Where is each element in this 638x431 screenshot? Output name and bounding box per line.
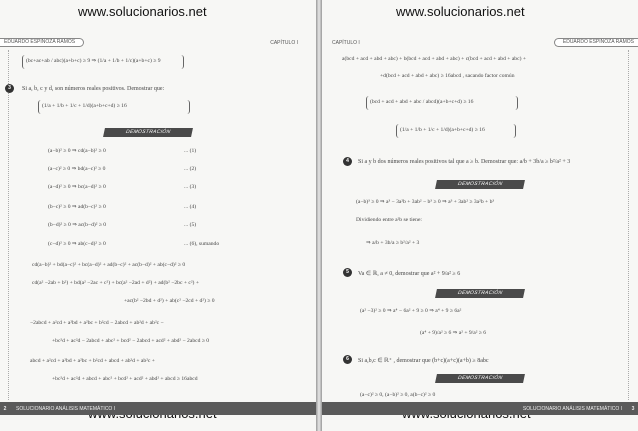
proof-line: ⇒ a/b + 3b/a ≥ b²/a² + 3: [366, 240, 420, 246]
demonstration-banner: DEMOSTRACIÓN: [103, 128, 193, 137]
proof-step-tag: ... (4): [184, 204, 197, 210]
proof-line: (a² −3)² ≥ 0 ⇒ a⁴ − 6a² + 9 ≥ 0 ⇒ a⁴ + 9 ≥ 6a²: [360, 308, 462, 314]
header-author: EDUARDO ESPINOZA RAMOS: [0, 38, 84, 47]
sum-line: −2abcd + a²cd + a²bd + a²bc + b²cd − 2abcd + ab²d + ab²c −: [30, 320, 164, 326]
sum-line: cd(a² −2ab + b²) + bd(a² −2ac + c²) + bc(a² −2ad + d²) + ad(b² −2bc + c²) +: [32, 280, 199, 286]
formula-line: (bc+ac+ab / abc)(a+b+c) ≥ 9 ⇒ (1/a + 1/b + 1/c)(a+b+c) ≥ 9: [26, 58, 161, 64]
right-page-header: [322, 38, 638, 47]
proof-step-tag: ... (1): [184, 148, 197, 154]
footer-title: SOLUCIONARIO ANÁLISIS MATEMÁTICO I: [16, 405, 116, 412]
proof-step: (a−d)² ≥ 0 ⇒ bc(a−d)² ≥ 0: [48, 184, 106, 190]
proof-step-tag: ... (5): [184, 222, 197, 228]
proof-line: (a⁴ + 9)/a² ≥ 6 ⇒ a² + 9/a² ≥ 6: [420, 330, 487, 336]
header-chapter: CAPÍTULO I: [332, 39, 360, 46]
proof-step: (a−b)² ≥ 0 ⇒ cd(a−b)² ≥ 0: [48, 148, 106, 154]
proof-step-tag: ... (6), sumando: [184, 241, 220, 247]
problem-statement: Si a y b dos números reales positivos tal que a ≥ b. Demostrar que: a/b + 3b/a ≥ b²/a² + 3: [358, 159, 571, 165]
proof-step: (c−d)² ≥ 0 ⇒ ab(c−d)² ≥ 0: [48, 241, 106, 247]
sum-line: +bc²d + ac²d + abcd + abc² + bcd² + acd² + abd² + abcd ≥ 16abcd: [52, 376, 198, 382]
left-page-header: [0, 38, 316, 47]
right-page: [322, 0, 638, 431]
sum-line: cd(a−b)² + bd(a−c)² + bc(a−d)² + ad(b−c)² + ac(b−d)² + ab(c−d)² ≥ 0: [32, 262, 186, 268]
proof-step: (a−c)² ≥ 0 ⇒ bd(a−c)² ≥ 0: [48, 166, 106, 172]
proof-line: (a−b)³ ≥ 0 ⇒ a³ − 3a²b + 3ab² − b³ ≥ 0 ⇒ a³ + 3ab² ≥ 3a²b + b³: [356, 199, 495, 205]
footer-title: SOLUCIONARIO ANÁLISIS MATEMÁTICO I: [522, 405, 622, 412]
formula-line: a(bcd + acd + abd + abc) + b(bcd + acd + abd + abc) + c(bcd + acd + abd + abc) +: [342, 56, 526, 62]
sum-line: abcd + a²cd + a²bd + a²bc + b²cd + abcd + ab²d + ab²c +: [30, 358, 155, 364]
demonstration-banner: DEMOSTRACIÓN: [435, 374, 525, 383]
page-number: 3: [631, 405, 635, 412]
proof-step-tag: ... (2): [184, 166, 197, 172]
left-page-footer: [0, 402, 316, 415]
proof-line: (a−c)² ≥ 0, (a−b)² ≥ 0, a(b−c)² ≥ 0: [360, 392, 436, 398]
problem-number-badge: 5: [343, 268, 352, 277]
problem-statement: Si a,b,c ∈ ℝ⁺ , demostrar que (b+c)(a+c)(a+b) ≥ 8abc: [358, 358, 489, 364]
demonstration-banner: DEMOSTRACIÓN: [435, 180, 525, 189]
header-chapter: CAPÍTULO I: [270, 39, 298, 46]
margin-line: [8, 50, 9, 400]
margin-line: [628, 50, 629, 400]
problem-statement: Va ∈ ℝ, a ≠ 0, demostrar que a² + 9/a² ≥ 6: [358, 271, 461, 277]
formula-line: (bcd + acd + abd + abc / abcd)(a+b+c+d) ≥ 16: [370, 99, 474, 105]
formula-line: (1/a + 1/b + 1/c + 1/d)(a+b+c+d) ≥ 16: [400, 127, 485, 133]
right-page-footer: [322, 402, 638, 415]
demonstration-banner: DEMOSTRACIÓN: [435, 289, 525, 298]
proof-step: (b−c)² ≥ 0 ⇒ ad(b−c)² ≥ 0: [48, 204, 106, 210]
formula-line: +d(bcd + acd + abd + abc) ≥ 16abcd , sacando factor común: [380, 73, 515, 79]
statement-formula: (1/a + 1/b + 1/c + 1/d)(a+b+c+d) ≥ 16: [42, 103, 127, 109]
proof-line: Dividiendo entre a²b se tiene:: [356, 217, 422, 223]
problem-number-badge: 3: [5, 84, 14, 93]
proof-step-tag: ... (3): [184, 184, 197, 190]
problem-number-badge: 6: [343, 355, 352, 364]
sum-line: +bc²d + ac²d − 2abcd + abc² + bcd² − 2abcd + acd² + abd² − 2abcd ≥ 0: [52, 338, 210, 344]
page-number: 2: [3, 405, 7, 412]
problem-statement: Si a, b, c y d, son números reales positivos. Demostrar que:: [22, 86, 165, 92]
proof-step: (b−d)² ≥ 0 ⇒ ac(b−d)² ≥ 0: [48, 222, 107, 228]
watermark-top-right[interactable]: www.solucionarios.net: [396, 4, 525, 19]
watermark-top-left[interactable]: www.solucionarios.net: [78, 4, 207, 19]
problem-number-badge: 4: [343, 157, 352, 166]
sum-line: +ac(b² −2bd + d²) + ab(c² −2cd + d²) ≥ 0: [124, 298, 215, 304]
header-author: EDUARDO ESPINOZA RAMOS: [554, 38, 638, 47]
